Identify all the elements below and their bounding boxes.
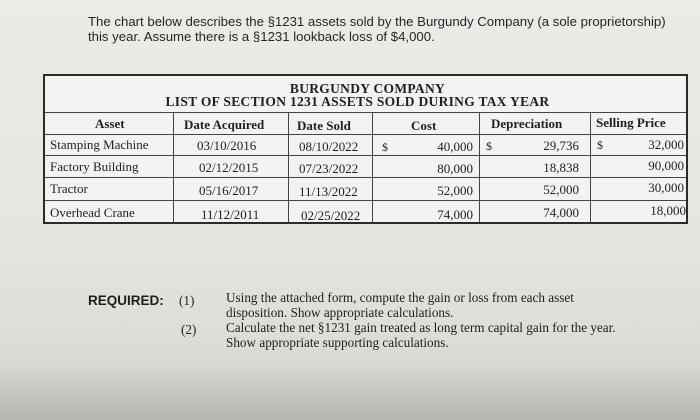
row-1-selling-price: 32,000: [648, 137, 684, 152]
row-2-depreciation: 18,838: [543, 160, 579, 175]
row-1-asset: Stamping Machine: [50, 137, 149, 152]
col-rule-2: [288, 112, 289, 222]
table-subtitle: LIST OF SECTION 1231 ASSETS SOLD DURING TAX YEAR: [165, 94, 550, 109]
required-item-2-text: [226, 321, 686, 350]
row-1-cost-dollar: $: [382, 140, 388, 154]
intro-text: [88, 14, 668, 44]
row-3-asset: Tractor: [50, 181, 88, 196]
header-cost: Cost: [411, 118, 437, 133]
col-rule-1: [173, 112, 174, 222]
page-shadow: [0, 370, 700, 420]
row-4-date-sold: 02/25/2022: [301, 208, 361, 223]
row-4-date-acquired: 11/12/2011: [201, 207, 260, 222]
assets-table: [43, 74, 688, 224]
required-item-2-number: (2): [181, 322, 197, 337]
row-2-asset: Factory Building: [50, 159, 139, 174]
col-rule-3: [372, 112, 373, 222]
row-2-date-sold: 07/23/2022: [299, 161, 359, 176]
row-3-date-sold: 11/13/2022: [299, 184, 358, 199]
required-item-1-text: [226, 291, 686, 320]
row-1-date-sold: 08/10/2022: [299, 139, 359, 154]
intro-line-2: this year. Assume there is a §1231 lookback loss of $4,000.: [88, 29, 435, 44]
row-1-depreciation: 29,736: [543, 138, 579, 153]
row-1-cost: 40,000: [437, 139, 473, 154]
row-1-depr-dollar: $: [486, 139, 492, 153]
row-4-depreciation: 74,000: [543, 205, 579, 220]
required-item-1-line-1: Using the attached form, compute the gain or loss from each asset: [226, 290, 574, 305]
row-4-selling-price: 18,000: [650, 203, 686, 218]
header-asset: Asset: [95, 116, 125, 131]
intro-line-1: The chart below describes the §1231 assets sold by the Burgundy Company (a sole proprietorship): [88, 14, 666, 29]
header-date-acquired: Date Acquired: [184, 117, 265, 132]
header-date-sold: Date Sold: [297, 118, 351, 133]
row-3-cost: 52,000: [437, 183, 473, 198]
required-label: REQUIRED:: [88, 293, 164, 308]
col-rule-4: [479, 112, 480, 222]
col-rule-5: [590, 112, 591, 222]
row-3-selling-price: 30,000: [648, 180, 684, 195]
row-2-date-acquired: 02/12/2015: [199, 160, 259, 175]
row-1-price-dollar: $: [597, 138, 603, 152]
row-4-cost: 74,000: [437, 207, 473, 222]
row-2-cost: 80,000: [437, 161, 473, 176]
table-title: BURGUNDY COMPANY: [289, 81, 446, 96]
row-3-date-acquired: 05/16/2017: [199, 183, 259, 198]
required-item-2-line-2: Show appropriate supporting calculations.: [226, 334, 449, 350]
row-4-asset: Overhead Crane: [50, 205, 135, 220]
required-item-1-number: (1): [179, 293, 195, 308]
row-2-selling-price: 90,000: [648, 158, 684, 173]
required-item-2-line-1: Calculate the net §1231 gain treated as long term capital gain for the year.: [226, 320, 616, 335]
header-depreciation: Depreciation: [491, 116, 563, 131]
required-item-1-line-2: disposition. Show appropriate calculations.: [226, 304, 454, 320]
row-3-depreciation: 52,000: [543, 182, 579, 197]
row-1-date-acquired: 03/10/2016: [197, 138, 257, 153]
header-selling-price: Selling Price: [596, 115, 666, 130]
